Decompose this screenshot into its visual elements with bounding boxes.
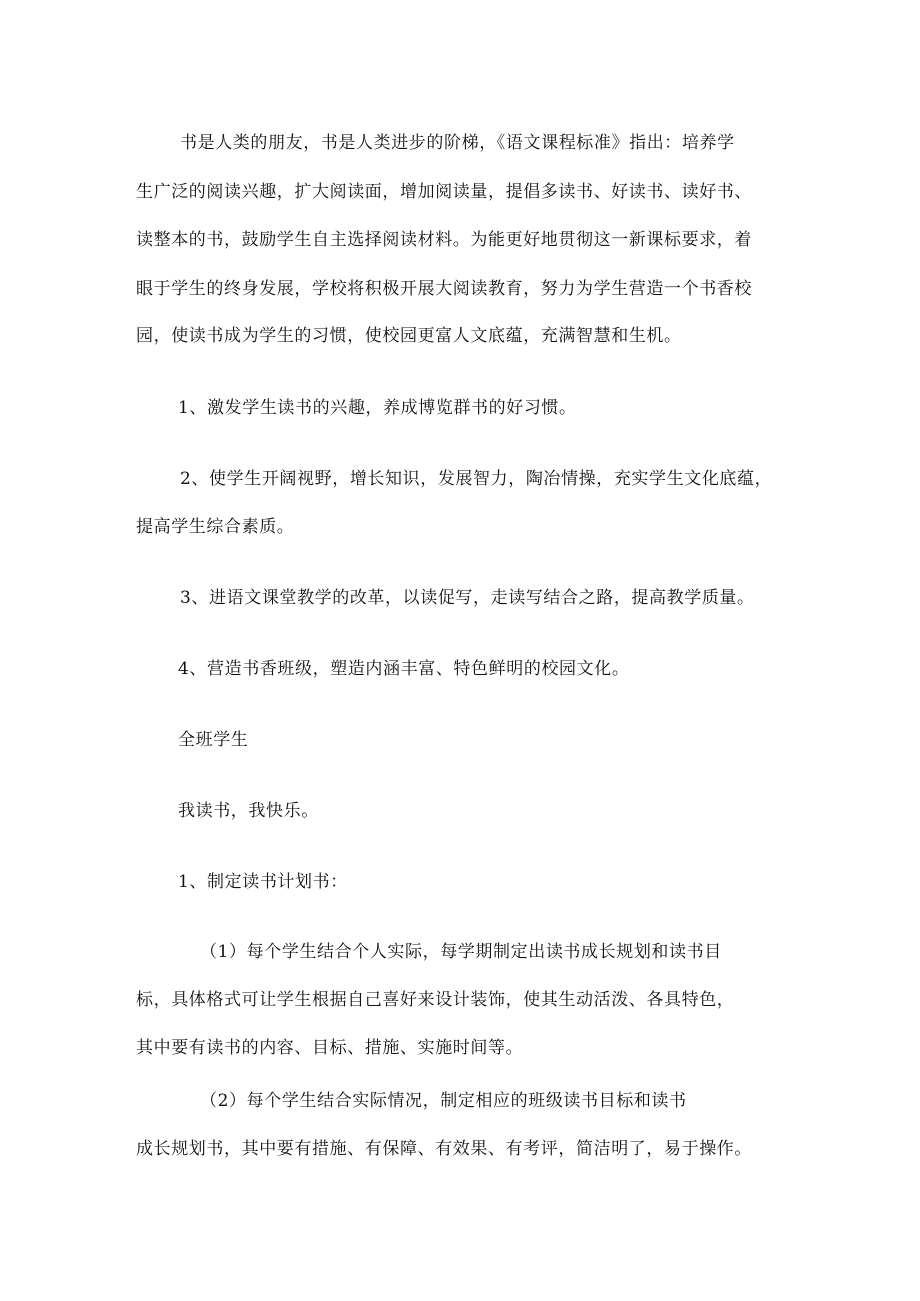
intro-line-3: 读整本的书，鼓励学生自主选择阅读材料。为能更好地贯彻这一新课标要求，着: [136, 230, 752, 250]
sub-1-line-3: 其中要有读书的内容、目标、措施、实施时间等。: [136, 1038, 524, 1058]
goal-2-line-2: 提高学生综合素质。: [136, 517, 295, 537]
goal-1: 1、激发学生读书的兴趣，养成博览群书的好习惯。: [178, 398, 577, 418]
goal-2-line-1: 2、使学生开阔视野，增长知识，发展智力，陶冶情操，充实学生文化底蕴，: [180, 469, 773, 489]
sub-1-line-1: （1）每个学生结合个人实际，每学期制定出读书成长规划和读书目: [200, 942, 722, 962]
step-1-title: 1、制定读书计划书：: [178, 872, 348, 892]
intro-line-4: 眼于学生的终身发展，学校将积极开展大阅读教育，努力为学生营造一个书香校: [136, 279, 752, 299]
goal-4: 4、营造书香班级，塑造内涵丰富、特色鲜明的校园文化。: [178, 659, 630, 679]
sub-2-line-2: 成长规划书，其中要有措施、有保障、有效果、有考评，简洁明了，易于操作。: [136, 1139, 752, 1159]
sub-2-line-1: （2）每个学生结合实际情况，制定相应的班级读书目标和读书: [200, 1091, 687, 1111]
intro-line-1: 书是人类的朋友，书是人类进步的阶梯，《语文课程标准》指出：培养学: [180, 133, 735, 153]
intro-line-2: 生广泛的阅读兴趣，扩大阅读面，增加阅读量，提倡多读书、好读书、读好书、: [136, 182, 752, 202]
theme: 我读书，我快乐。: [178, 801, 319, 821]
goal-3: 3、进语文课堂教学的改革，以读促写，走读写结合之路，提高教学质量。: [180, 588, 755, 608]
target-audience: 全班学生: [178, 730, 249, 750]
sub-1-line-2: 标，具体格式可让学生根据自己喜好来设计装饰，使其生动活泼、各具特色，: [136, 990, 735, 1010]
intro-line-5: 园，使读书成为学生的习惯，使校园更富人文底蕴，充满智慧和生机。: [136, 326, 682, 346]
